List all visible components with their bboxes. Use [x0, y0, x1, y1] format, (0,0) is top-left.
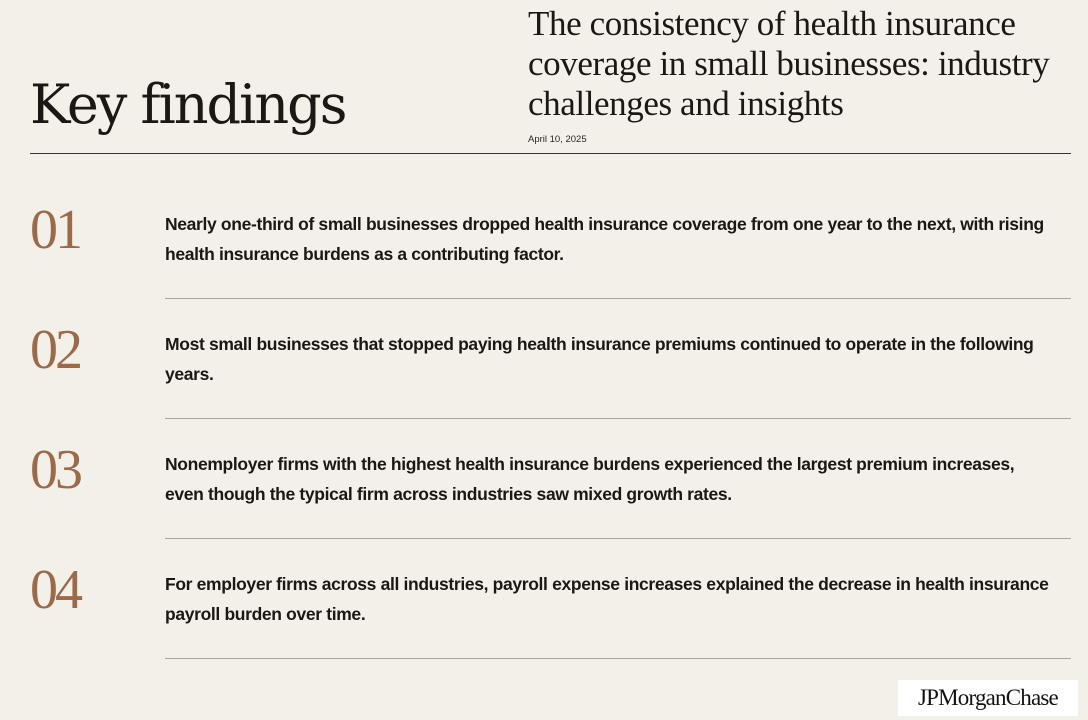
finding-text: Nearly one-third of small businesses dropped health insurance coverage from one year to the next, with rising health insurance burdens as a contributing factor. [165, 214, 1044, 264]
header-divider [30, 153, 1071, 154]
jpmorganchase-logo: JPMorganChase [898, 680, 1078, 716]
report-date: April 10, 2025 [528, 134, 587, 145]
finding-number: 01 [30, 199, 80, 261]
finding-number: 02 [30, 319, 80, 381]
finding-number: 04 [30, 559, 80, 621]
finding-divider [165, 658, 1071, 659]
finding-item [0, 180, 1088, 300]
report-title: The consistency of health insurance coverage in small businesses: industry challenges and insights [528, 4, 1050, 123]
finding-divider [165, 298, 1071, 299]
finding-item [0, 300, 1088, 420]
finding-item [0, 420, 1088, 540]
finding-item [0, 540, 1088, 660]
finding-text: Nonemployer firms with the highest health insurance burdens experienced the largest premium increases, even though the typical firm across industries saw mixed growth rates. [165, 454, 1015, 504]
finding-divider [165, 418, 1071, 419]
finding-divider [165, 538, 1071, 539]
finding-text: For employer firms across all industries, payroll expense increases explained the decrease in health insurance payroll burden over time. [165, 574, 1049, 624]
page-heading: Key findings [30, 73, 346, 136]
finding-text: Most small businesses that stopped paying health insurance premiums continued to operate in the following years. [165, 334, 1034, 384]
finding-number: 03 [30, 439, 80, 501]
